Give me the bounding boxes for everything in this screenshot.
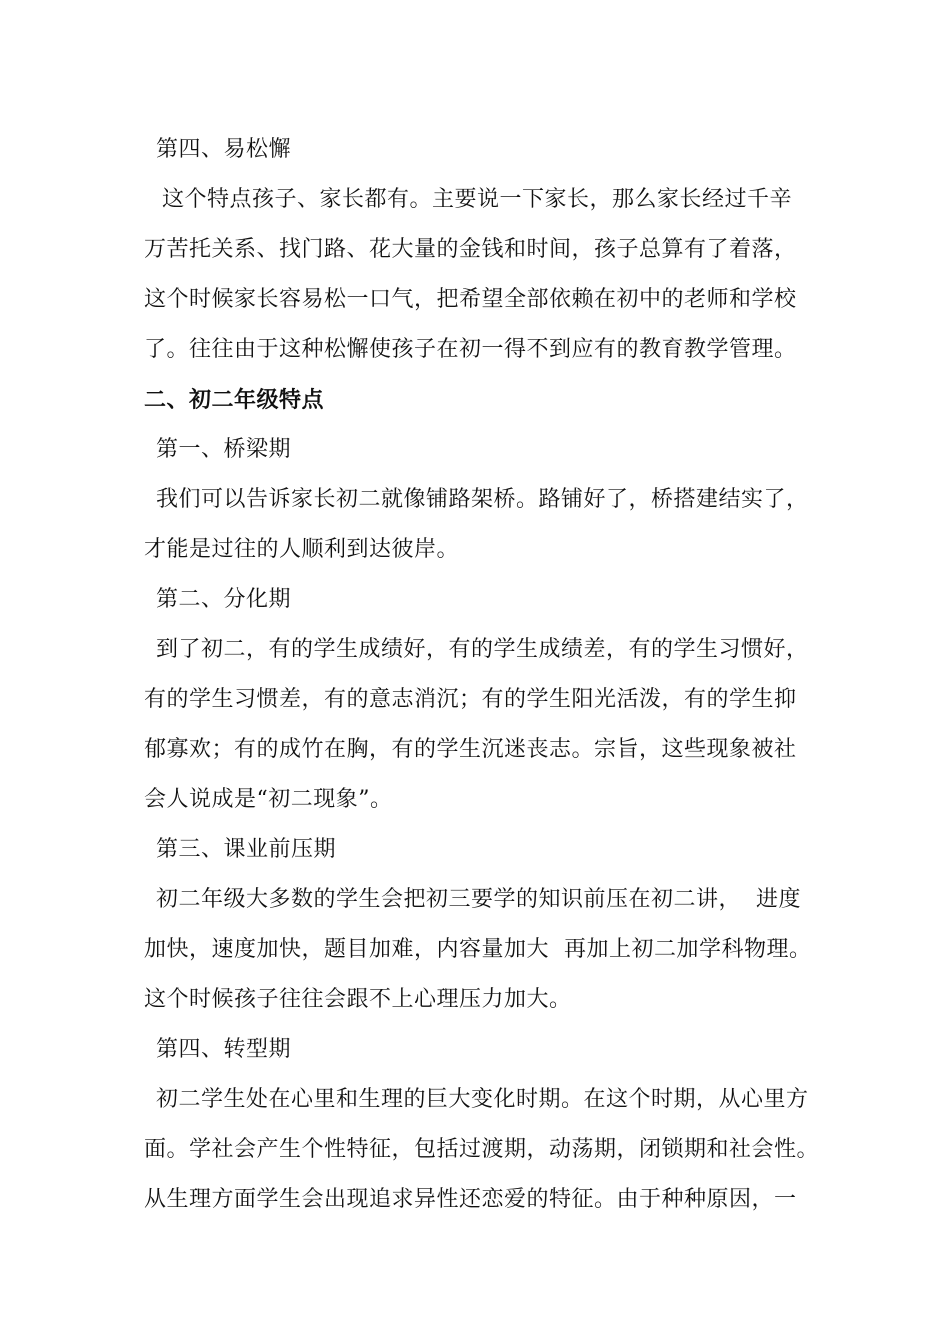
paragraph-line: 这个特点孩子、家长都有。主要说一下家长，那么家长经过千辛: [162, 187, 793, 212]
paragraph-line: 我们可以告诉家长初二就像铺路架桥。路铺好了，桥搭建结实了，: [156, 487, 809, 512]
paragraph-line: 初二学生处在心里和生理的巨大变化时期。在这个时期，从心里方: [156, 1087, 809, 1112]
paragraph-line: 万苦托关系、找门路、花大量的金钱和时间，孩子总算有了着落，: [144, 237, 797, 262]
paragraph-line: 初二年级大多数的学生会把初三要学的知识前压在初二讲， 进度: [156, 887, 801, 912]
paragraph-line: 从生理方面学生会出现追求异性还恋爱的特征。由于种种原因，一: [144, 1187, 797, 1212]
paragraph-line: 有的学生习惯差，有的意志消沉；有的学生阳光活泼，有的学生抑: [144, 687, 797, 712]
paragraph-line: 会人说成是“初二现象”。: [144, 787, 393, 812]
subheading-third-coursework: 第三、课业前压期: [156, 837, 337, 862]
paragraph-line: 郁寡欢；有的成竹在胸，有的学生沉迷丧志。宗旨，这些现象被社: [144, 737, 797, 762]
paragraph-line: 到了初二，有的学生成绩好，有的学生成绩差，有的学生习惯好，: [156, 637, 809, 662]
paragraph-line: 这个时候孩子往往会跟不上心理压力加大。: [144, 987, 572, 1012]
subheading-first-bridge: 第一、桥梁期: [156, 437, 292, 462]
paragraph-line: 面。学社会产生个性特征，包括过渡期，动荡期，闭锁期和社会性。: [144, 1137, 820, 1162]
subheading-fourth-transition: 第四、转型期: [156, 1037, 292, 1062]
paragraph-line: 了。往往由于这种松懈使孩子在初一得不到应有的教育教学管理。: [144, 337, 797, 362]
subheading-fourth-slack: 第四、易松懈: [156, 137, 292, 162]
paragraph-line: 加快，速度加快，题目加难，内容量加大 再加上初二加学科物理。: [144, 937, 812, 962]
paragraph-line: 这个时候家长容易松一口气，把希望全部依赖在初中的老师和学校: [144, 287, 797, 312]
section-heading-grade-two: 二、初二年级特点: [144, 387, 325, 413]
paragraph-line: 才能是过往的人顺利到达彼岸。: [144, 537, 460, 562]
subheading-second-differentiation: 第二、分化期: [156, 587, 292, 612]
